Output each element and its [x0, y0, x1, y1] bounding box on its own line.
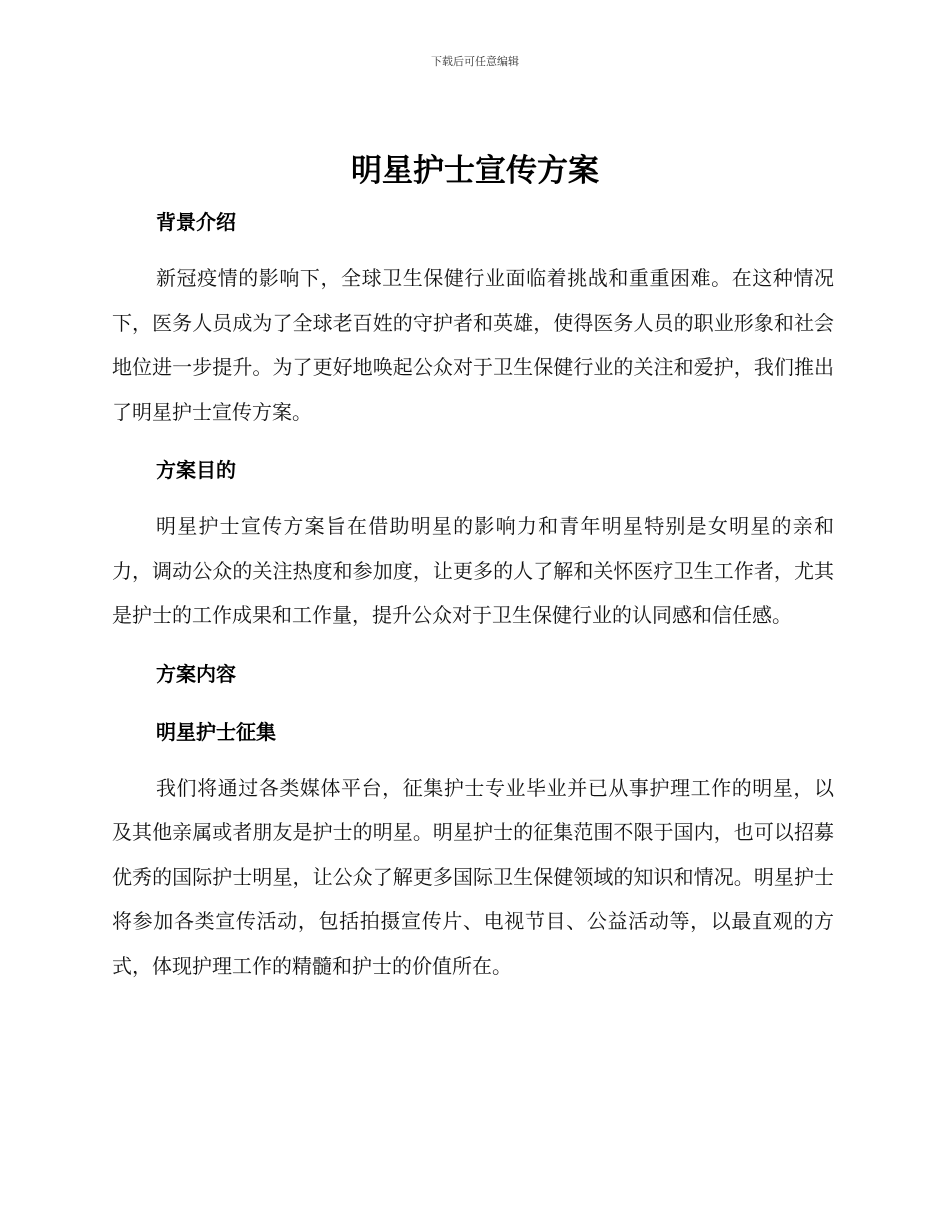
section-heading-content: 方案内容 — [156, 661, 236, 686]
section-paragraph-recruitment: 我们将通过各类媒体平台，征集护士专业毕业并已从事护理工作的明星，以及其他亲属或者朋友是护士的明星。明星护士的征集范围不限于国内，也可以招募优秀的国际护士明星，让公众了解更多国际卫生保健领域的知识和情况。明星护士将参加各类宣传活动，包括拍摄宣传片、电视节目、公益活动等，以最直观的方式，体现护理工作的精髓和护士的价值所在。 — [112, 775, 834, 978]
section-paragraph-background: 新冠疫情的影响下，全球卫生保健行业面临着挑战和重重困难。在这种情况下，医务人员成为了全球老百姓的守护者和英雄，使得医务人员的职业形象和社会地位进一步提升。为了更好地唤起公众对于卫生保健行业的关注和爱护，我们推出了明星护士宣传方案。 — [112, 266, 834, 424]
section-heading-background: 背景介绍 — [156, 210, 236, 234]
section-heading-purpose: 方案目的 — [156, 458, 236, 482]
document-body — [112, 200, 834, 988]
section-paragraph-purpose: 明星护士宣传方案旨在借助明星的影响力和青年明星特别是女明星的亲和力，调动公众的关注热度和参加度，让更多的人了解和关怀医疗卫生工作者，尤其是护士的工作成果和工作量，提升公众对于卫生保健行业的认同感和信任感。 — [112, 514, 834, 627]
section-heading-recruitment: 明星护士征集 — [156, 719, 276, 744]
document-title: 明星护士宣传方案 — [351, 153, 599, 189]
page-header-note: 下载后可任意编辑 — [431, 55, 519, 68]
